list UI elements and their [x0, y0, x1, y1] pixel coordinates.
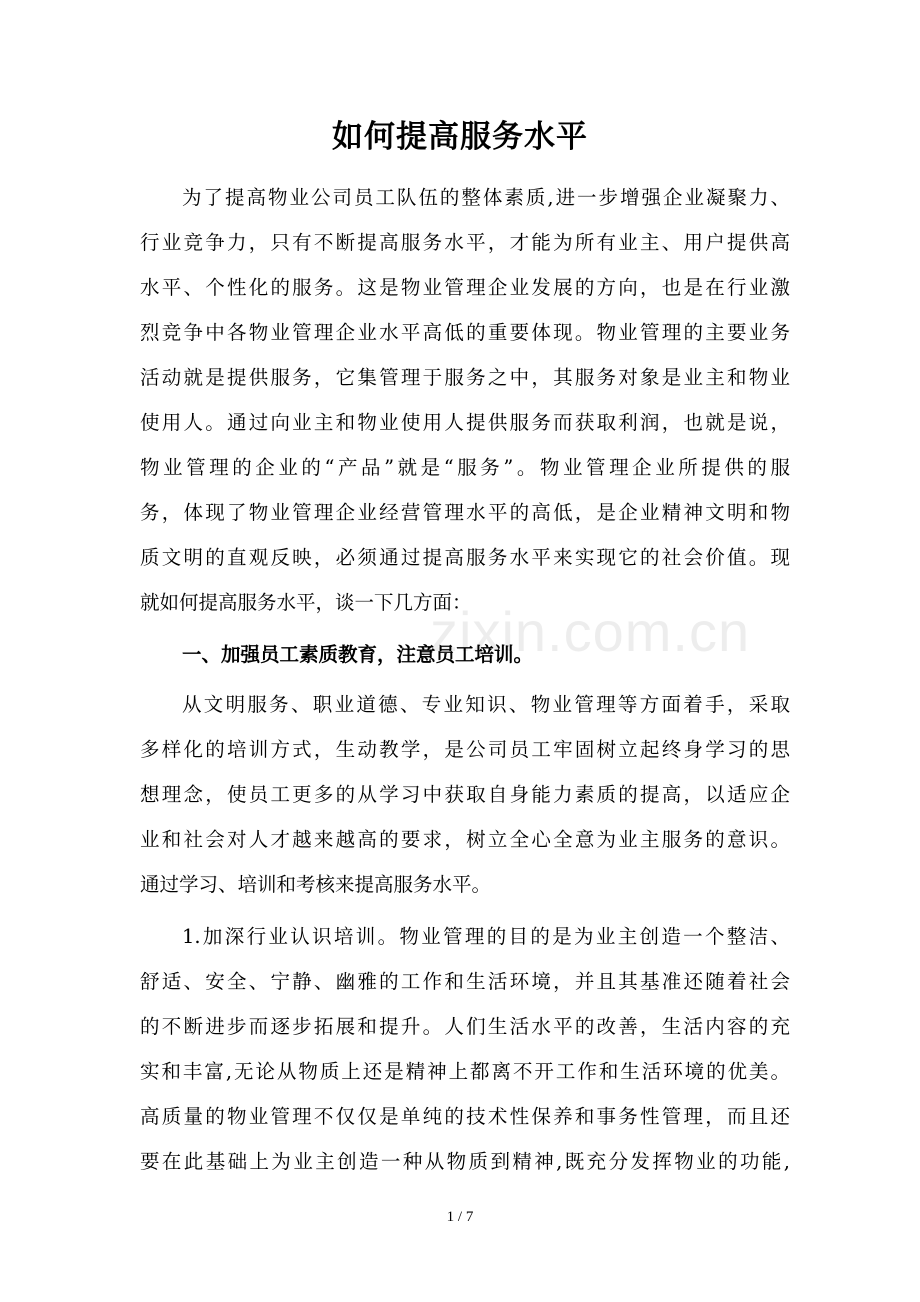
document-title: 如何提高服务水平 — [332, 119, 588, 155]
text-line: 行业竞争力，只有不断提高服务水平，才能为所有业主、用户提供高 — [140, 231, 790, 254]
page-number: 1 / 7 — [446, 1209, 474, 1225]
text-line: 想理念，使员工更多的从学习中获取自身能力素质的提高，以适应企 — [140, 783, 790, 806]
text-line: 高质量的物业管理不仅仅是单纯的技术性保养和事务性管理，而且还 — [140, 1105, 790, 1128]
text-line: 质文明的直观反映，必须通过提高服务水平来实现它的社会价值。现 — [140, 546, 790, 569]
text-line: 业和社会对人才越来越高的要求，树立全心全意为业主服务的意识。 — [140, 828, 790, 851]
text-line: 物业管理的企业的“产品”就是“服务”。物业管理企业所提供的服 — [140, 456, 790, 479]
text-line: 使用人。通过向业主和物业使用人提供服务而获取利润，也就是说， — [140, 411, 790, 434]
text-line: 务，体现了物业管理企业经营管理水平的高低，是企业精神文明和物 — [140, 501, 790, 524]
text-line: 的不断进步而逐步拓展和提升。人们生活水平的改善，生活内容的充 — [140, 1015, 790, 1038]
section-heading: 一、加强员工素质教育，注意员工培训。 — [182, 643, 534, 666]
text-line: 要在此基础上为业主创造一种从物质到精神,既充分发挥物业的功能, — [140, 1150, 790, 1173]
watermark: zixin.com.cn — [430, 600, 751, 663]
text-line: 烈竞争中各物业管理企业水平高低的重要体现。物业管理的主要业务 — [140, 321, 790, 344]
text-line: 就如何提高服务水平，谈一下几方面： — [140, 591, 472, 614]
text-line: 水平、个性化的服务。这是物业管理企业发展的方向，也是在行业激 — [140, 276, 790, 299]
text-line: 通过学习、培训和考核来提高服务水平。 — [140, 873, 492, 896]
text-line: 舒适、安全、宁静、幽雅的工作和生活环境，并且其基准还随着社会 — [140, 970, 790, 993]
text-line: 多样化的培训方式，生动教学，是公司员工牢固树立起终身学习的思 — [140, 738, 790, 761]
text-line: 活动就是提供服务，它集管理于服务之中，其服务对象是业主和物业 — [140, 366, 790, 389]
text-line: 从文明服务、职业道德、专业知识、物业管理等方面着手，采取 — [182, 693, 790, 716]
text-line: 1.加深行业认识培训。物业管理的目的是为业主创造一个整洁、 — [182, 925, 790, 948]
text-line: 为了提高物业公司员工队伍的整体素质,进一步增强企业凝聚力、 — [182, 186, 790, 209]
text-line: 实和丰富,无论从物质上还是精神上都离不开工作和生活环境的优美。 — [140, 1060, 790, 1083]
